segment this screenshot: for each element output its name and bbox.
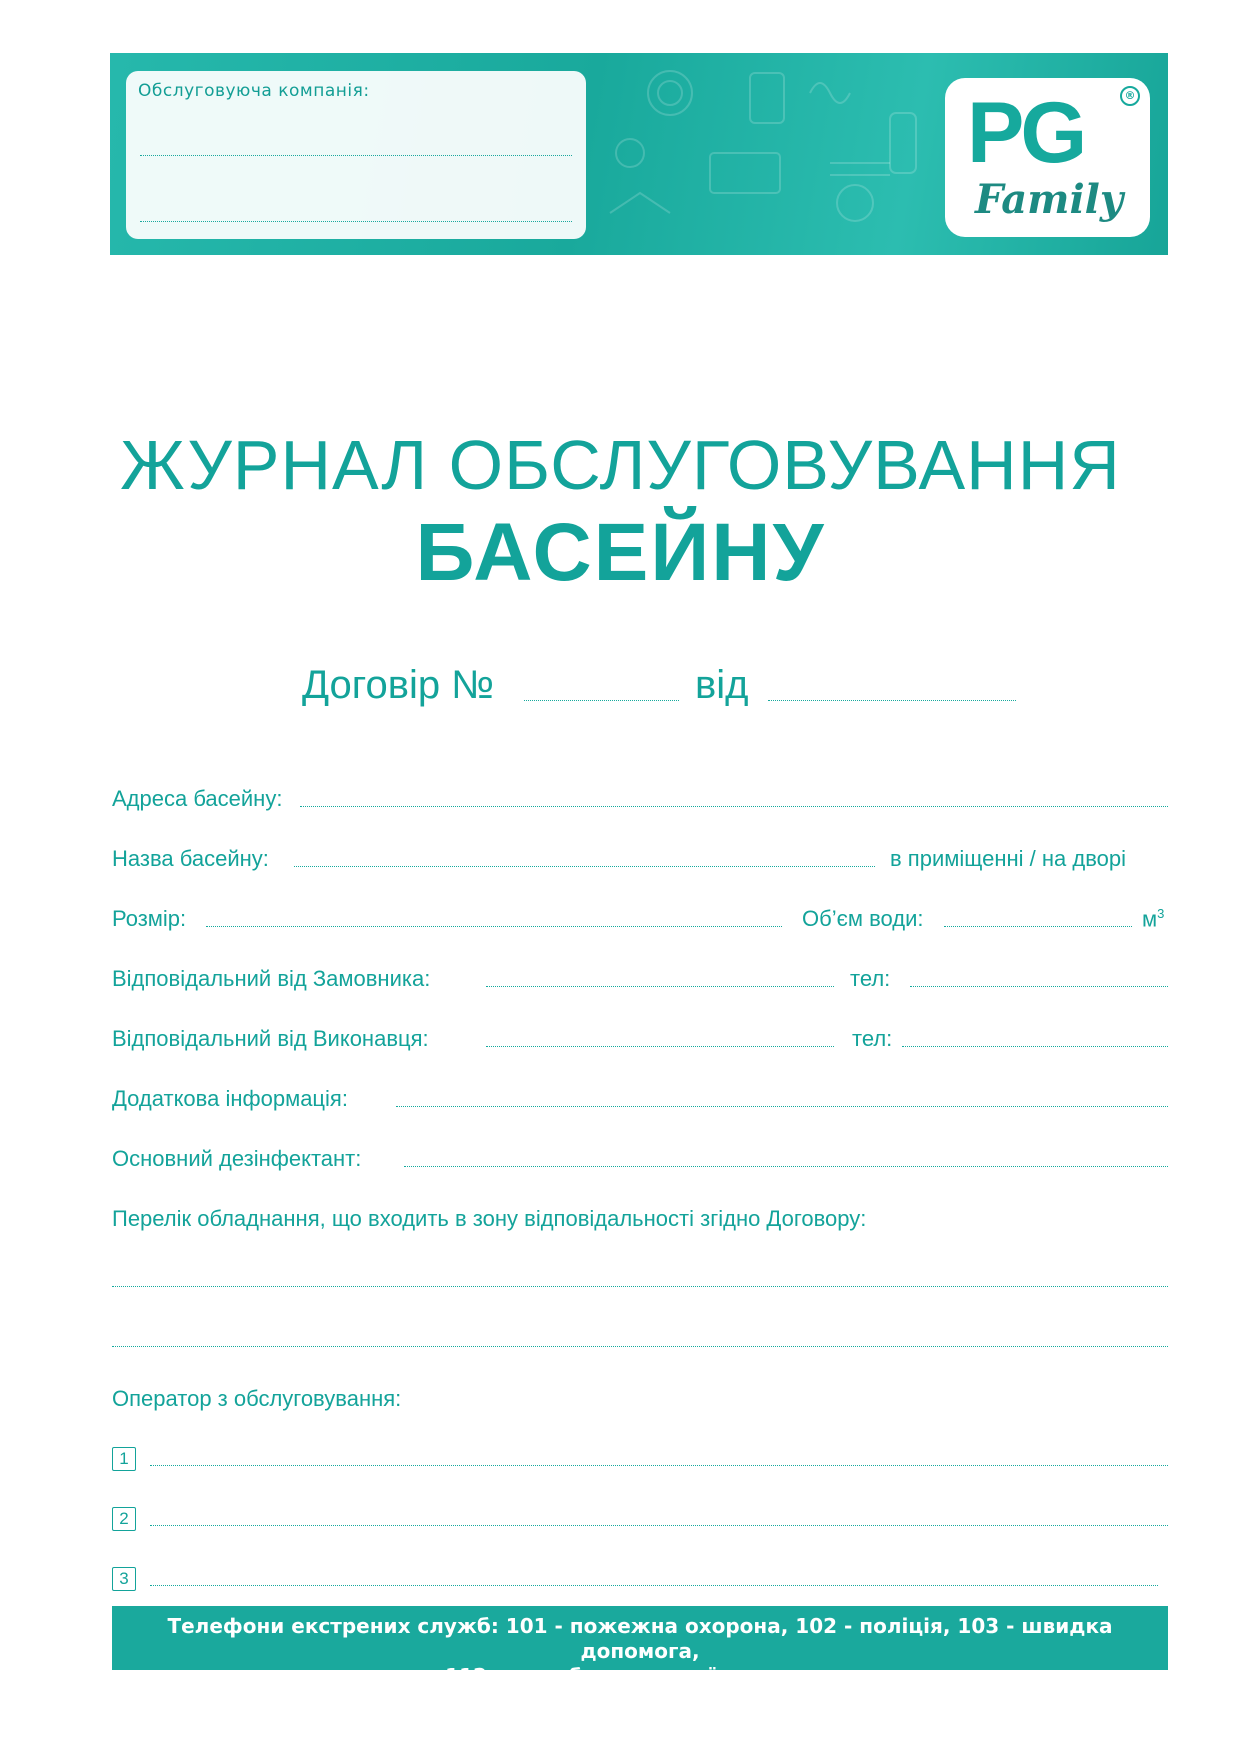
- registered-mark-icon: ®: [1120, 86, 1140, 106]
- contractor-responsible-label: Відповідальний від Виконавця:: [112, 1026, 429, 1051]
- operator-field-1[interactable]: [150, 1465, 1168, 1466]
- customer-phone-label: тел:: [850, 966, 891, 991]
- customer-responsible-label: Відповідальний від Замовника:: [112, 966, 431, 991]
- size-field[interactable]: [206, 926, 782, 927]
- contract-date-label: від: [695, 663, 749, 707]
- equipment-field-line-1[interactable]: [112, 1286, 1168, 1287]
- company-line-1[interactable]: [140, 155, 572, 156]
- extra-info-label: Додаткова інформація:: [112, 1086, 348, 1111]
- customer-phone-field[interactable]: [910, 986, 1168, 987]
- volume-field[interactable]: [944, 926, 1132, 927]
- volume-unit: $м^3$: [1142, 906, 1165, 932]
- emergency-phones-line-2: 112 - служба екстреної допомоги: [445, 1664, 835, 1688]
- company-field-box: [126, 71, 586, 239]
- operator-number-2: 2: [112, 1507, 136, 1531]
- volume-label: Об’єм води:: [802, 906, 924, 931]
- equipment-label: Перелік обладнання, що входить в зону відповідальності згідно Договору:: [112, 1206, 867, 1231]
- logo-brand: PG: [967, 85, 1084, 181]
- logo-family: Family: [975, 176, 1124, 223]
- pool-name-label: Назва басейну:: [112, 846, 269, 871]
- disinfectant-field[interactable]: [404, 1166, 1168, 1167]
- operator-label: Оператор з обслуговування:: [112, 1386, 402, 1411]
- address-label: Адреса басейну:: [112, 786, 283, 811]
- extra-info-field[interactable]: [396, 1106, 1168, 1107]
- company-label: Обслуговуюча компанія:: [138, 81, 370, 101]
- company-line-2[interactable]: [140, 221, 572, 222]
- address-field[interactable]: [300, 806, 1168, 807]
- page-title-line-2: БАСЕЙНУ: [415, 507, 826, 598]
- contractor-responsible-field[interactable]: [486, 1046, 834, 1047]
- contractor-phone-label: тел:: [852, 1026, 893, 1051]
- operator-field-3[interactable]: [150, 1585, 1158, 1586]
- contractor-phone-field[interactable]: [902, 1046, 1168, 1047]
- customer-responsible-field[interactable]: [486, 986, 834, 987]
- emergency-phones: [112, 1614, 1168, 1689]
- equipment-field-line-2[interactable]: [112, 1346, 1168, 1347]
- contract-date-field[interactable]: [768, 700, 1016, 701]
- size-label: Розмір:: [112, 906, 187, 931]
- pool-name-field[interactable]: [294, 866, 875, 867]
- operator-number-1: 1: [112, 1447, 136, 1471]
- contract-number-field[interactable]: [524, 700, 679, 701]
- header-banner: [110, 53, 1168, 255]
- location-options[interactable]: в приміщенні / на дворі: [890, 846, 1126, 871]
- emergency-footer: [112, 1606, 1168, 1688]
- operator-number-3: 3: [112, 1567, 136, 1591]
- contract-number-label: Договір №: [302, 663, 495, 707]
- emergency-phones-line-1: Телефони екстрених служб: 101 - пожежна охорона, 102 - поліція, 103 - швидка допомога,: [167, 1614, 1113, 1663]
- pg-family-logo: [945, 78, 1150, 237]
- volume-unit-sup: 3: [1157, 906, 1165, 921]
- disinfectant-label: Основний дезінфектант:: [112, 1146, 362, 1171]
- page-title-line-1: ЖУРНАЛ ОБСЛУГОВУВАННЯ: [120, 426, 1121, 504]
- operator-field-2[interactable]: [150, 1525, 1168, 1526]
